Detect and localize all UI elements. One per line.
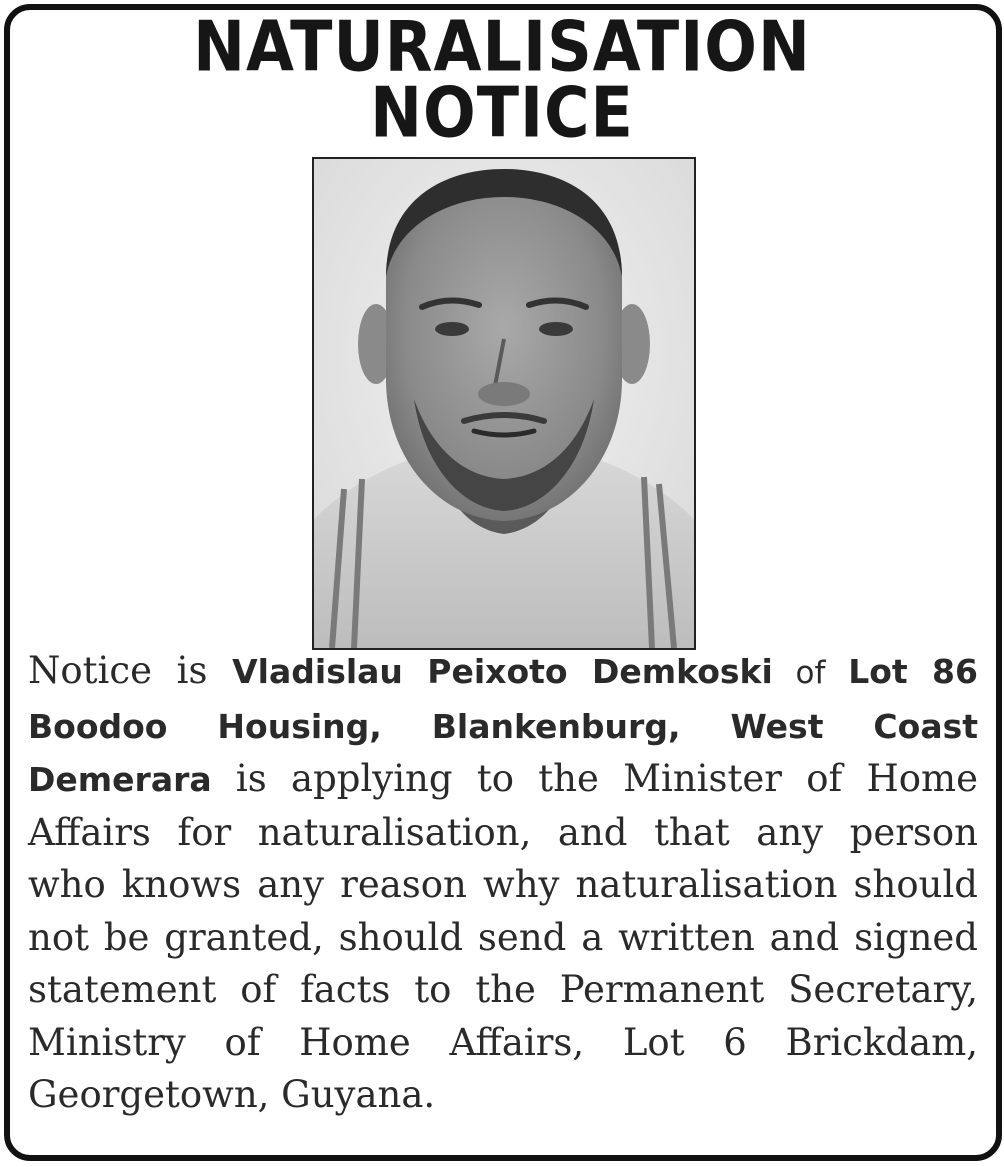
person-portrait-icon [314,159,694,648]
applicant-name: Vladislau Peixoto Demkoski [232,652,773,691]
notice-of-word: of [772,655,849,691]
notice-intro: Notice is [28,649,233,692]
notice-body: is applying to the Minister of Home Affairs for naturalisation, and that any person who knows any reason why naturalisation should not be granted, should send a written and signed statement of facts to the Permanent Secretary, Ministry of Home Affairs, Lot 6 Brickdam, Georgetown, Guyana. [28,757,978,1116]
applicant-photo [312,157,696,650]
applicant-address: Lot 86 Boodoo Housing, Blankenburg, West Coast Demerara [28,652,978,799]
notice-text [28,645,978,1122]
notice-title-line-2: NOTICE [370,71,634,154]
notice-title-line-1: NATURALISATION [193,5,811,88]
